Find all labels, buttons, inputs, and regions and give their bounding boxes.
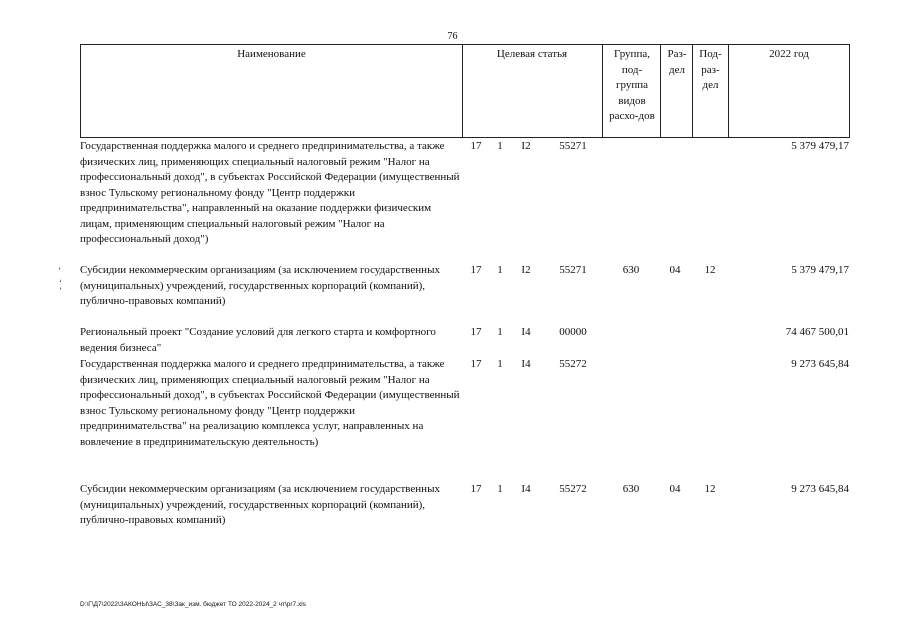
row-code-2: 1 [497,358,503,370]
scan-mark: ‘ [59,278,62,288]
row-code-4: 55271 [559,264,587,276]
row-code-1: 17 [470,264,482,276]
row-amount: 9 273 645,84 [791,358,849,370]
row-code-3: I2 [521,140,531,152]
row-amount: 5 379 479,17 [791,264,849,276]
row-name: Субсидии некоммерческим организациям (за исключением государственных (муниципальных) учреждений, государственных корпораций (компаний), публично-правовых компаний) [80,483,440,526]
header-target-article: Целевая статья [496,48,568,60]
row-name: Субсидии некоммерческим организациям (за исключением государственных (муниципальных) учреждений, государственных корпораций (компаний), публично-правовых компаний) [80,264,440,307]
header-expense-group: Группа, под-группа видов расхо-дов [609,48,655,122]
page-number: 76 [447,31,458,42]
scan-mark: ’ [59,286,62,296]
header-subsection: Под-раз-дел [699,48,722,91]
row-code-2: 1 [497,140,503,152]
row-code-4: 55272 [559,483,587,495]
row-code-1: 17 [470,483,482,495]
row-code-4: 00000 [559,326,587,338]
row-code-1: 17 [470,326,482,338]
row-group: 630 [622,264,640,276]
row-name: Государственная поддержка малого и среднего предпринимательства, а также физических лиц, применяющих специальный налоговый режим "Налог на профессиональный доход", в субъектах Российской Федерации (имущественный взнос Тульскому региональному фонду "Центр поддержки предпринимательства" на реализацию комплекса услуг, направленных на вовлечение в предпринимательскую деятельность) [80,358,460,448]
row-amount: 5 379 479,17 [791,140,849,152]
scan-mark: ’ [58,266,61,276]
row-code-4: 55271 [559,140,587,152]
row-section: 04 [669,483,681,495]
row-name: Региональный проект "Создание условий для легкого старта и комфортного ведения бизнеса" [80,326,436,354]
row-code-2: 1 [497,326,503,338]
header-name: Наименование [237,48,306,60]
row-name: Государственная поддержка малого и среднего предпринимательства, а также физических лиц, применяющих специальный налоговый режим "Налог на профессиональный доход", в субъектах Российской Федерации (имущественный взнос Тульскому региональному фонду "Центр поддержки предпринимательства", направленный на оказание поддержки физическим лицам, применяющим специальный налоговый режим "Налог на профессиональный доход") [80,140,460,245]
row-code-3: I4 [521,326,531,338]
row-section: 04 [669,264,681,276]
row-amount: 9 273 645,84 [791,483,849,495]
row-code-1: 17 [470,358,482,370]
row-code-4: 55272 [559,358,587,370]
row-code-2: 1 [497,483,503,495]
row-code-3: I4 [521,483,531,495]
row-code-3: I2 [521,264,531,276]
row-code-3: I4 [521,358,531,370]
header-year: 2022 год [769,48,809,60]
row-subsection: 12 [704,264,716,276]
row-code-1: 17 [470,140,482,152]
row-amount: 74 467 500,01 [785,326,849,338]
file-path-footer: D:\Г\Д7\2022\ЗАКОНЫ\ЗАС_38\Зак_изм. бюджет ТО 2022-2024_2 чт\pr7.xls [80,601,306,608]
row-subsection: 12 [704,483,716,495]
header-section: Раз-дел [667,48,687,76]
row-code-2: 1 [497,264,503,276]
row-group: 630 [622,483,640,495]
